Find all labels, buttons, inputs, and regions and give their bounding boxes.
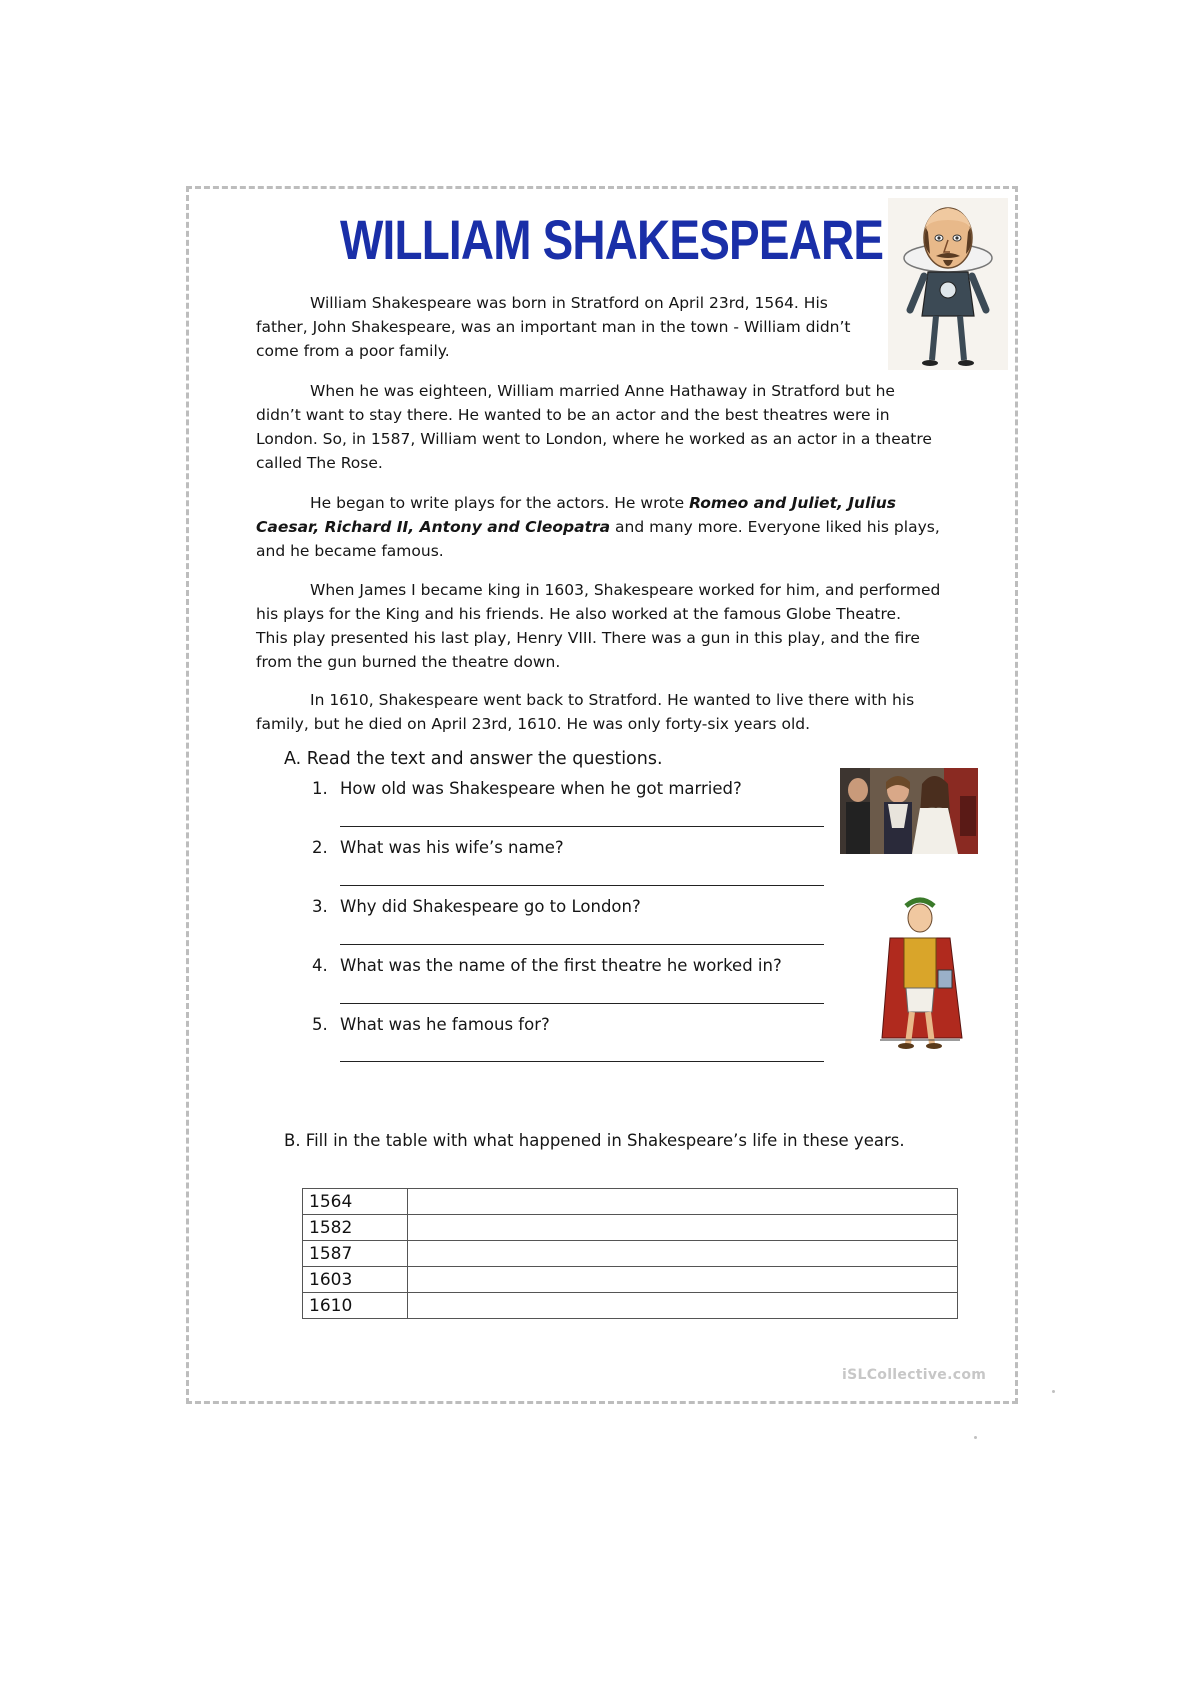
question-2 — [312, 836, 564, 860]
year-cell: 1587 — [303, 1241, 408, 1267]
event-cell[interactable] — [408, 1189, 958, 1215]
paragraph-3 — [256, 491, 956, 563]
event-cell[interactable] — [408, 1241, 958, 1267]
question-4-text: What was the name of the first theatre he worked in? — [340, 956, 782, 975]
answer-line-1[interactable] — [340, 826, 824, 827]
question-3 — [312, 895, 641, 919]
stray-dot — [1052, 1390, 1055, 1393]
year-cell: 1582 — [303, 1215, 408, 1241]
footer-watermark: iSLCollective.com — [842, 1367, 987, 1383]
play-titles-1: Romeo and Juliet, Julius — [689, 494, 896, 512]
paragraph-5-line-1: In 1610, Shakespeare went back to Stratford. He wanted to live there with his — [310, 691, 915, 709]
answer-line-4[interactable] — [340, 1003, 824, 1004]
event-cell[interactable] — [408, 1267, 958, 1293]
year-cell: 1610 — [303, 1293, 408, 1319]
paragraph-1-line-1: William Shakespeare was born in Stratford on April 23rd, 1564. His — [310, 294, 828, 312]
year-events-table — [302, 1188, 958, 1319]
paragraph-4-line-4: from the gun burned the theatre down. — [256, 653, 561, 671]
question-5-text: What was he famous for? — [340, 1015, 550, 1034]
play-titles-2: Caesar, Richard II, Antony and Cleopatra — [256, 518, 611, 536]
paragraph-2-line-3: London. So, in 1587, William went to London, where he worked as an actor in a theatre — [256, 430, 932, 448]
answer-line-2[interactable] — [340, 885, 824, 886]
paragraph-5-line-2: family, but he died on April 23rd, 1610. He was only forty-six years old. — [256, 715, 811, 733]
stray-dot — [974, 1436, 977, 1439]
paragraph-4-line-2: his plays for the King and his friends. He also worked at the famous Globe Theatre. — [256, 605, 901, 623]
paragraph-2-line-4: called The Rose. — [256, 454, 383, 472]
question-3-text: Why did Shakespeare go to London? — [340, 897, 641, 916]
paragraph-4-line-1: When James I became king in 1603, Shakespeare worked for him, and performed — [310, 581, 941, 599]
table-row — [303, 1293, 958, 1319]
section-b-heading: B. Fill in the table with what happened in Shakespeare’s life in these years. — [284, 1131, 905, 1150]
section-a-heading: A. Read the text and answer the questions. — [284, 749, 663, 769]
question-3-number: 3. — [312, 897, 328, 916]
table-row — [303, 1267, 958, 1293]
table-row — [303, 1241, 958, 1267]
answer-line-3[interactable] — [340, 944, 824, 945]
paragraph-2 — [256, 379, 956, 475]
question-2-number: 2. — [312, 838, 328, 857]
table-row — [303, 1215, 958, 1241]
paragraph-1-line-3: come from a poor family. — [256, 342, 450, 360]
paragraph-5 — [256, 688, 956, 736]
event-cell[interactable] — [408, 1215, 958, 1241]
event-cell[interactable] — [408, 1293, 958, 1319]
paragraph-4-line-3: This play presented his last play, Henry VIII. There was a gun in this play, and the fire — [256, 629, 920, 647]
paragraph-2-line-2: didn’t want to stay there. He wanted to be an actor and the best theatres were in — [256, 406, 890, 424]
question-1-text: How old was Shakespeare when he got married? — [340, 779, 742, 798]
question-1-number: 1. — [312, 779, 328, 798]
paragraph-1-line-2: father, John Shakespeare, was an important man in the town - William didn’t — [256, 318, 851, 336]
question-5 — [312, 1013, 550, 1037]
answer-line-5[interactable] — [340, 1061, 824, 1062]
page-title: WILLIAM SHAKESPEARE — [340, 208, 884, 271]
question-2-text: What was his wife’s name? — [340, 838, 564, 857]
romeo-and-juliet-photo — [840, 768, 978, 854]
paragraph-1 — [256, 291, 956, 363]
paragraph-3-line-3: and he became famous. — [256, 542, 444, 560]
question-4 — [312, 954, 782, 978]
paragraph-3-line-1: He began to write plays for the actors. He wrote — [310, 494, 690, 512]
question-5-number: 5. — [312, 1015, 328, 1034]
julius-caesar-illustration — [872, 892, 968, 1052]
paragraph-2-line-1: When he was eighteen, William married Anne Hathaway in Stratford but he — [310, 382, 895, 400]
question-4-number: 4. — [312, 956, 328, 975]
year-cell: 1603 — [303, 1267, 408, 1293]
table-row — [303, 1189, 958, 1215]
year-cell: 1564 — [303, 1189, 408, 1215]
paragraph-3-line-2: and many more. Everyone liked his plays, — [610, 518, 940, 536]
paragraph-4 — [256, 578, 956, 674]
question-1 — [312, 777, 742, 801]
